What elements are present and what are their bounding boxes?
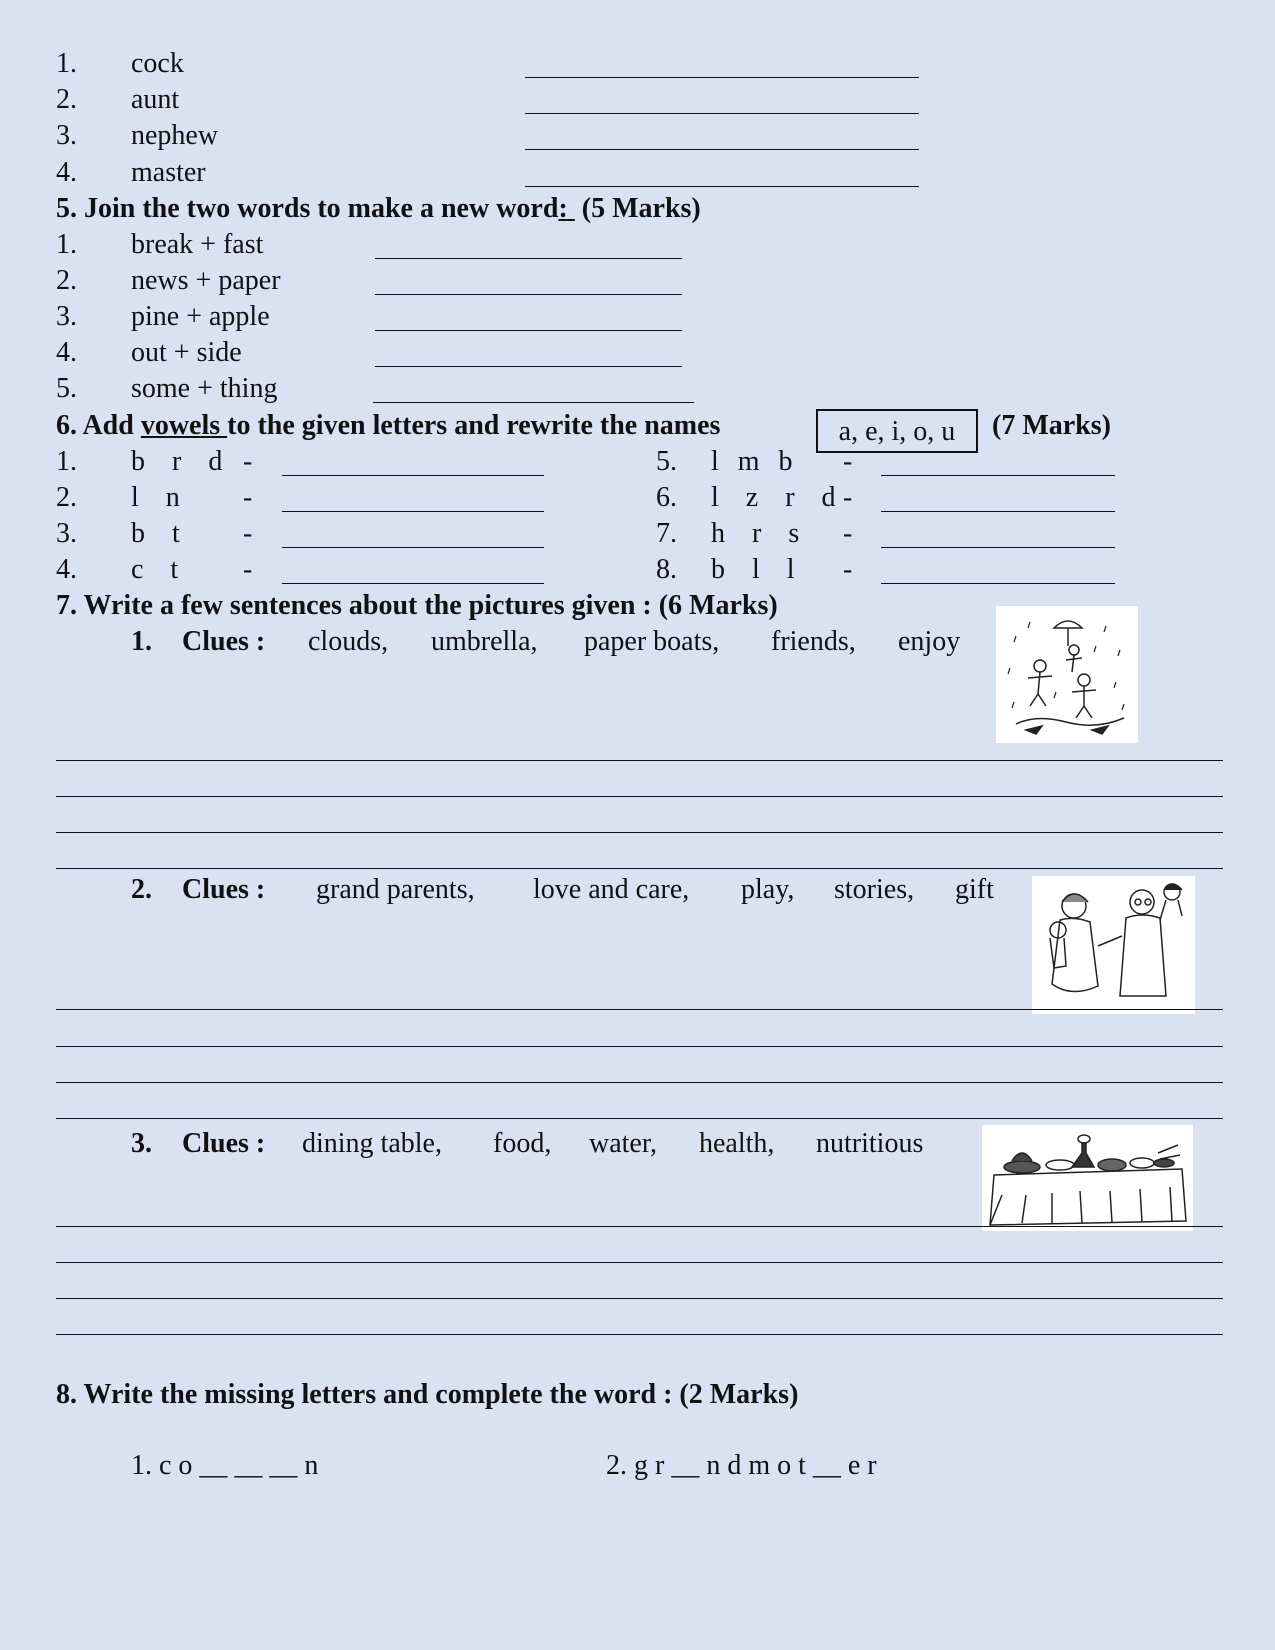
- clue-label: Clues :: [182, 1128, 266, 1159]
- answer-line[interactable]: [881, 475, 1115, 476]
- list-number: 3.: [56, 120, 77, 151]
- dash: -: [843, 446, 853, 477]
- list-number: 5.: [56, 373, 77, 404]
- writing-line[interactable]: [56, 1262, 1223, 1263]
- clue-word: play,: [741, 874, 795, 905]
- answer-line[interactable]: [525, 149, 919, 150]
- dash: -: [243, 518, 253, 549]
- writing-line[interactable]: [56, 1082, 1223, 1083]
- dash: -: [843, 518, 853, 549]
- answer-line[interactable]: [881, 511, 1115, 512]
- section-6-marks: (7 Marks): [992, 410, 1111, 441]
- list-number: 4.: [56, 554, 77, 585]
- list-number: 1.: [56, 446, 77, 477]
- answer-line[interactable]: [282, 583, 544, 584]
- dash: -: [843, 482, 853, 513]
- writing-line[interactable]: [56, 868, 1223, 869]
- clue-word: umbrella,: [431, 626, 538, 657]
- clue-label: Clues :: [182, 874, 266, 905]
- writing-line[interactable]: [56, 796, 1223, 797]
- clue-word: stories,: [834, 874, 915, 905]
- compound-item: news + paper: [131, 265, 281, 296]
- dash: -: [843, 554, 853, 585]
- clue-word: dining table,: [302, 1128, 442, 1159]
- section-6-heading: 6. Add vowels to the given letters and rewrite the names: [56, 410, 721, 441]
- letters-item: c t: [131, 554, 189, 585]
- answer-line[interactable]: [881, 583, 1115, 584]
- writing-line[interactable]: [56, 1046, 1223, 1047]
- list-number: 2.: [56, 265, 77, 296]
- letters-item: b r d: [131, 446, 233, 477]
- word-item: aunt: [131, 84, 180, 115]
- dash: -: [243, 446, 253, 477]
- clue-word: water,: [589, 1128, 658, 1159]
- list-number: 2.: [56, 482, 77, 513]
- letters-item: b t: [131, 518, 190, 549]
- word-item: master: [131, 157, 206, 188]
- grandparents-picture: [1032, 876, 1195, 1014]
- writing-line[interactable]: [56, 1009, 1223, 1010]
- letters-item: l m b: [711, 446, 799, 477]
- list-number: 3.: [56, 301, 77, 332]
- answer-line[interactable]: [375, 258, 682, 259]
- section-7-heading: 7. Write a few sentences about the pictures given : (6 Marks): [56, 590, 778, 621]
- letters-item: b l l: [711, 554, 805, 585]
- clue-word: friends,: [771, 626, 856, 657]
- compound-item: some + thing: [131, 373, 278, 404]
- children-in-rain-picture: [996, 606, 1138, 743]
- missing-letters-item-1[interactable]: 1. c o __ __ __ n: [131, 1450, 319, 1481]
- clue-word: enjoy: [898, 626, 961, 657]
- list-number: 4.: [56, 157, 77, 188]
- answer-line[interactable]: [375, 330, 682, 331]
- answer-line[interactable]: [881, 547, 1115, 548]
- compound-item: out + side: [131, 337, 242, 368]
- missing-letters-item-2[interactable]: 2. g r __ n d m o t __ e r: [606, 1450, 877, 1481]
- clue-word: food,: [493, 1128, 552, 1159]
- writing-line[interactable]: [56, 1118, 1223, 1119]
- clue-number: 1.: [131, 626, 152, 657]
- word-item: cock: [131, 48, 184, 79]
- dash: -: [243, 482, 253, 513]
- list-number: 4.: [56, 337, 77, 368]
- answer-line[interactable]: [375, 294, 682, 295]
- clue-word: health,: [699, 1128, 775, 1159]
- clue-word: paper boats,: [584, 626, 720, 657]
- list-number: 8.: [656, 554, 677, 585]
- clue-word: love and care,: [533, 874, 690, 905]
- writing-line[interactable]: [56, 1334, 1223, 1335]
- section-5-heading: 5. Join the two words to make a new word: (5 Marks): [56, 193, 701, 224]
- letters-item: l z r d: [711, 482, 846, 513]
- list-number: 5.: [656, 446, 677, 477]
- word-item: nephew: [131, 120, 219, 151]
- clue-number: 2.: [131, 874, 152, 905]
- compound-item: break + fast: [131, 229, 264, 260]
- answer-line[interactable]: [525, 186, 919, 187]
- clue-label: Clues :: [182, 626, 266, 657]
- list-number: 6.: [656, 482, 677, 513]
- writing-line[interactable]: [56, 760, 1223, 761]
- list-number: 7.: [656, 518, 677, 549]
- list-number: 1.: [56, 229, 77, 260]
- answer-line[interactable]: [525, 113, 919, 114]
- dash: -: [243, 554, 253, 585]
- dining-table-picture: [982, 1125, 1193, 1231]
- writing-line[interactable]: [56, 1226, 1223, 1227]
- clue-word: nutritious: [816, 1128, 924, 1159]
- letters-item: h r s: [711, 518, 810, 549]
- list-number: 1.: [56, 48, 77, 79]
- clue-number: 3.: [131, 1128, 152, 1159]
- vowel-box: a, e, i, o, u: [816, 409, 978, 453]
- answer-line[interactable]: [375, 366, 682, 367]
- clue-word: clouds,: [308, 626, 389, 657]
- writing-line[interactable]: [56, 1298, 1223, 1299]
- writing-line[interactable]: [56, 832, 1223, 833]
- section-8-heading: 8. Write the missing letters and complete the word : (2 Marks): [56, 1379, 799, 1410]
- list-number: 2.: [56, 84, 77, 115]
- clue-word: grand parents,: [316, 874, 475, 905]
- list-number: 3.: [56, 518, 77, 549]
- answer-line[interactable]: [282, 547, 544, 548]
- answer-line[interactable]: [525, 77, 919, 78]
- answer-line[interactable]: [282, 475, 544, 476]
- answer-line[interactable]: [373, 402, 694, 403]
- compound-item: pine + apple: [131, 301, 270, 332]
- letters-item: l n: [131, 482, 190, 513]
- clue-word: gift: [955, 874, 994, 905]
- answer-line[interactable]: [282, 511, 544, 512]
